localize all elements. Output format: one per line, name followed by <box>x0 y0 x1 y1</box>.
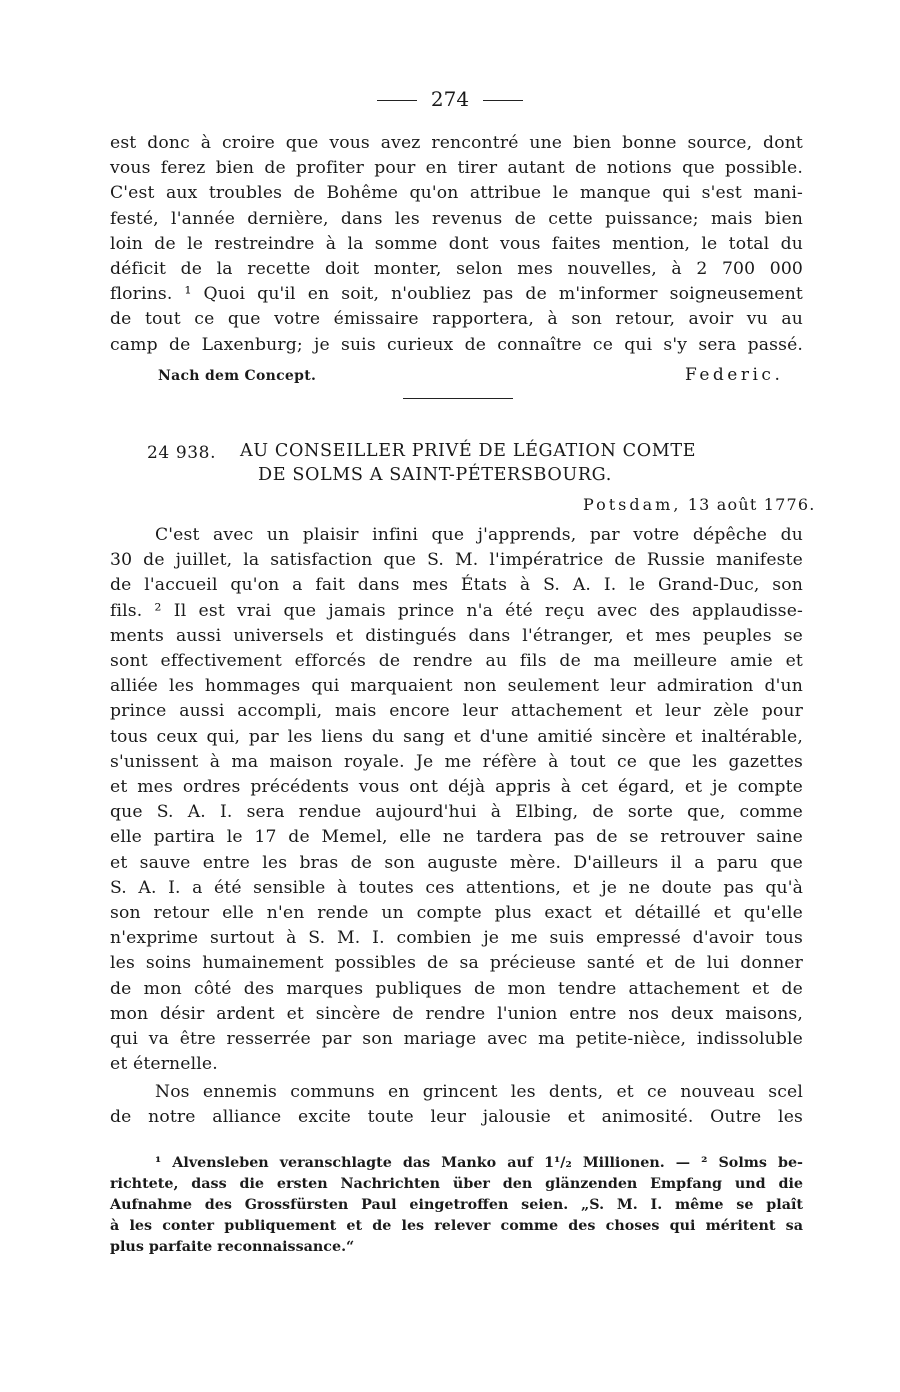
text-line: alliée les hommages qui marquaient non seulement leur admiration d'un <box>110 676 803 697</box>
section-divider <box>403 398 513 399</box>
footnote-line: à les conter publiquement et de les relever comme des choses qui méritent sa <box>110 1218 803 1234</box>
text-line: C'est aux troubles de Bohême qu'on attribue le manque qui s'est mani- <box>110 183 803 204</box>
signature: Federic. <box>685 365 784 385</box>
text-line: sont effectivement efforcés de rendre au fils de ma meilleure amie et <box>110 651 803 672</box>
document-title-line-2: DE SOLMS A SAINT-PÉTERSBOURG. <box>258 465 612 485</box>
text-line: ments aussi universels et distingués dans l'étranger, et mes peuples se <box>110 625 803 646</box>
text-line: que S. A. I. sera rendue aujourd'hui à Elbing, de sorte que, comme <box>110 802 803 823</box>
text-line: déficit de la recette doit monter, selon mes nouvelles, à 2 700 000 <box>110 259 803 280</box>
text-line: camp de Laxenburg; je suis curieux de connaître ce qui s'y sera passé. <box>110 334 803 355</box>
text-line: fils. ² Il est vrai que jamais prince n'a été reçu avec des applaudisse- <box>110 600 803 621</box>
text-line: loin de le restreindre à la somme dont vous faites mention, le total du <box>110 233 803 254</box>
text-line: de tout ce que votre émissaire rapportera, à son retour, avoir vu au <box>110 309 803 330</box>
paragraph-continued <box>110 1080 803 1130</box>
text-line: de notre alliance excite toute leur jalousie et animosité. Outre les <box>110 1107 803 1128</box>
paragraph-continuation <box>110 131 803 358</box>
text-line: festé, l'année dernière, dans les revenus de cette puissance; mais bien <box>110 208 803 229</box>
text-line: florins. ¹ Quoi qu'il en soit, n'oubliez pas de m'informer soigneusement <box>110 284 803 305</box>
text-line: son retour elle n'en rende un compte plus exact et détaillé et qu'elle <box>110 903 803 924</box>
paragraph-letter-body <box>110 523 803 1077</box>
document-number: 24 938. <box>147 443 217 463</box>
text-line: elle partira le 17 de Memel, elle ne tardera pas de se retrouver saine <box>110 827 803 848</box>
header-dash-left <box>377 100 417 101</box>
text-line: de mon côté des marques publiques de mon tendre attachement et de <box>110 978 803 999</box>
text-line: qui va être resserrée par son mariage avec ma petite-nièce, indissoluble <box>110 1029 803 1050</box>
dateline <box>583 495 816 514</box>
text-line: tous ceux qui, par les liens du sang et d'une amitié sincère et inaltérable, <box>110 726 803 747</box>
text-line: 30 de juillet, la satisfaction que S. M. l'impératrice de Russie manifeste <box>110 550 803 571</box>
text-line: vous ferez bien de profiter pour en tirer autant de notions que possible. <box>110 158 803 179</box>
text-line: Nos ennemis communs en grincent les dents, et ce nouveau scel <box>155 1082 803 1102</box>
date-day: 13 août 1776. <box>687 495 816 514</box>
source-note: Nach dem Concept. <box>158 368 317 384</box>
date-place: Potsdam, <box>583 495 682 514</box>
footnote-line: richtete, dass die ersten Nachrichten über den glänzenden Empfang und die <box>110 1176 803 1192</box>
footnote-line: plus parfaite reconnaissance.“ <box>110 1239 355 1255</box>
text-line: et éternelle. <box>110 1054 218 1075</box>
document-title-line-1: AU CONSEILLER PRIVÉ DE LÉGATION COMTE <box>240 441 697 461</box>
text-line: de l'accueil qu'on a fait dans mes États à S. A. I. le Grand-Duc, son <box>110 575 803 596</box>
text-line: et mes ordres précédents vous ont déjà appris à cet égard, et je compte <box>110 777 803 798</box>
text-line: S. A. I. a été sensible à toutes ces attentions, et je ne doute pas qu'à <box>110 877 803 898</box>
footnote-line: Aufnahme des Grossfürsten Paul eingetroffen seien. „S. M. I. même se plaît <box>110 1197 803 1213</box>
text-line: s'unissent à ma maison royale. Je me réfère à tout ce que les gazettes <box>110 751 803 772</box>
text-line: prince aussi accompli, mais encore leur attachement et leur zèle pour <box>110 701 803 722</box>
header-dash-right <box>483 100 523 101</box>
footnote-line: ¹ Alvensleben veranschlagte das Manko auf 1¹/₂ Millionen. — ² Solms be- <box>155 1155 803 1171</box>
text-line: mon désir ardent et sincère de rendre l'union entre nos deux maisons, <box>110 1003 803 1024</box>
text-line: C'est avec un plaisir infini que j'apprends, par votre dépêche du <box>155 525 803 545</box>
page-number: 274 <box>430 87 470 111</box>
text-line: n'exprime surtout à S. M. I. combien je me suis empressé d'avoir tous <box>110 928 803 949</box>
text-line: est donc à croire que vous avez rencontré une bien bonne source, dont <box>110 133 803 153</box>
page-header <box>0 87 900 111</box>
footnotes <box>110 1153 803 1258</box>
text-line: et sauve entre les bras de son auguste mère. D'ailleurs il a paru que <box>110 852 803 873</box>
text-line: les soins humainement possibles de sa précieuse santé et de lui donner <box>110 953 803 974</box>
